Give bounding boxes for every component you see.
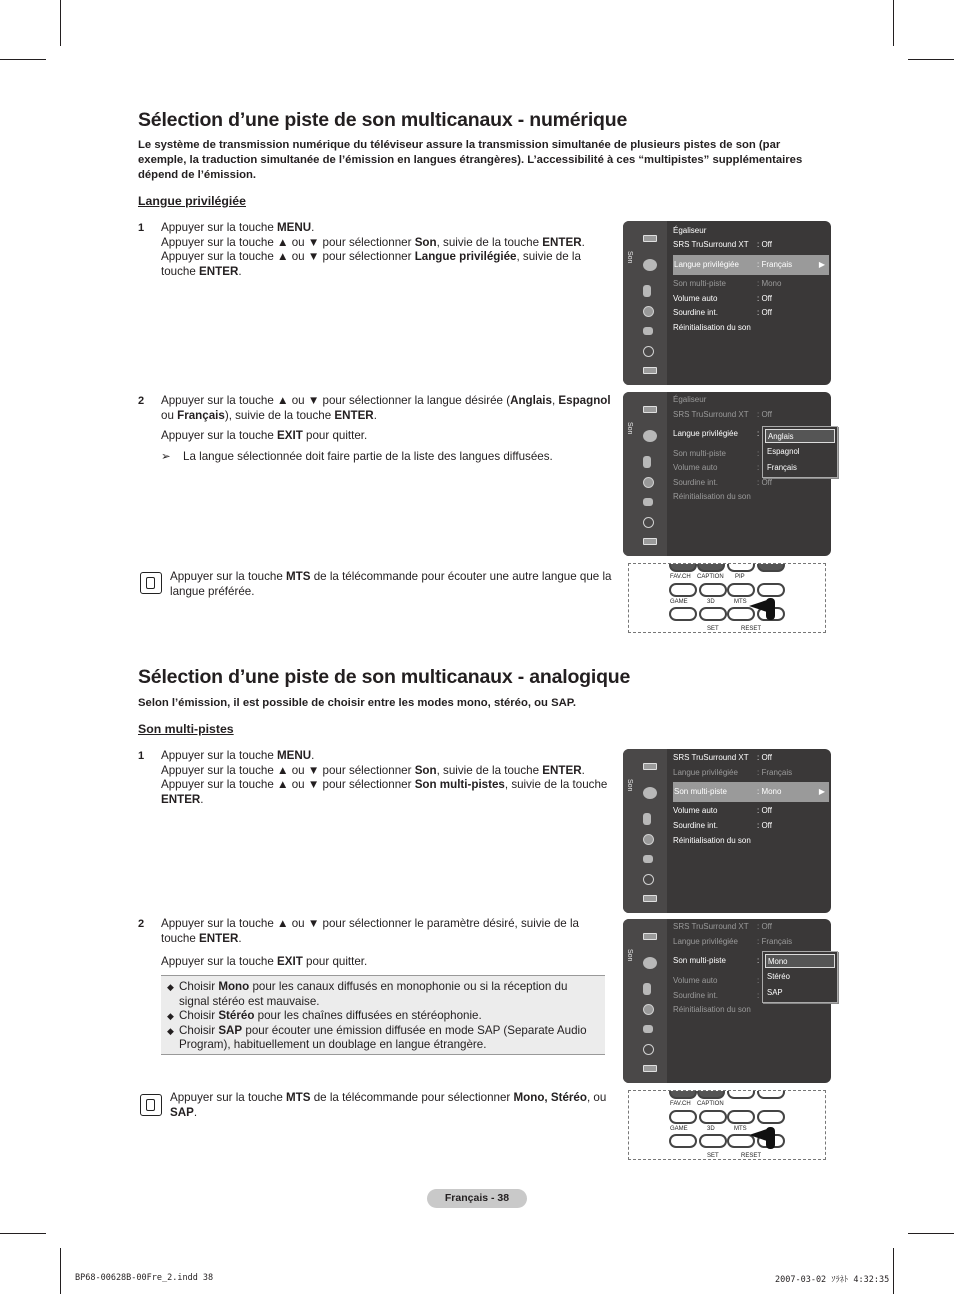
- remote-hand-icon: [140, 1094, 162, 1116]
- step-number: 1: [138, 222, 145, 234]
- sound-icon: [643, 957, 657, 969]
- pointing-hand-icon: [749, 1129, 767, 1141]
- diamond-bullet-icon: ◆: [167, 1011, 174, 1021]
- option-stereo[interactable]: Stéréo: [767, 972, 790, 981]
- diamond-bullet-icon: ◆: [167, 1025, 174, 1036]
- pointing-hand-icon: [749, 600, 767, 612]
- picture-icon: [643, 235, 657, 242]
- application-icon: [643, 895, 657, 902]
- application-icon: [643, 367, 657, 374]
- input-icon: [643, 1025, 653, 1033]
- menu-item-multitrack[interactable]: Son multi-piste : Mono ▶: [673, 782, 829, 802]
- picture-icon: [643, 763, 657, 770]
- tv-menu-sound-3: Son SRS TruSurround XT : Off Langue privilégiée : Français Son multi-piste : Mono ▶ Volume auto : Off Sourdine int. : Off Réinitialisation du son: [623, 749, 831, 913]
- step-2-digital: 2 Appuyer sur la touche ▲ ou ▼ pour sélectionner la langue désirée (Anglais, Espagnol ou Français), suivie de la touche ENTER. Appuyer sur la touche EXIT pour quitter. ➢ La langue sélectionnée doit faire partie de la liste des langues diffusées.: [138, 394, 611, 463]
- step-1-digital: 1 Appuyer sur la touche MENU. Appuyer sur la touche ▲ ou ▼ pour sélectionner Son, suivie de la touche ENTER. Appuyer sur la touche ▲ ou ▼ pour sélectionner Langue privilégiée, suivie de la touche ENTER.: [138, 221, 585, 278]
- option-espagnol[interactable]: Espagnol: [767, 447, 800, 456]
- menu-item-preferred-language[interactable]: Langue privilégiée : Français ▶: [673, 255, 829, 275]
- multitrack-popup: [762, 951, 838, 1003]
- help-icon: [643, 517, 654, 528]
- date-slug: 2007-03-02 ｿﾗﾈﾄ 4:32:35: [775, 1275, 890, 1285]
- diamond-bullet-icon: ◆: [167, 982, 174, 992]
- mode-options-box: ◆ Choisir Mono pour les canaux diffusés en monophonie ou si la réception du signal stéréo est mauvaise. ◆ Choisir Stéréo pour les chaînes diffusées en stéréophonie. ◆ Choisir SAP pour écouter une émission diffusée en mode SAP (Separate Audio Program), habituellement un doublage en langue étrangère.: [161, 975, 605, 1055]
- arrow-note-icon: ➢: [161, 449, 171, 463]
- help-icon: [643, 346, 654, 357]
- tip-mts-analog: Appuyer sur la touche MTS de la télécommande pour sélectionner Mono, Stéréo, ou SAP.: [170, 1091, 607, 1119]
- input-icon: [643, 855, 653, 863]
- setup-icon: [643, 477, 654, 488]
- setup-icon: [643, 306, 654, 317]
- language-popup: [762, 426, 838, 478]
- step-2-analog: 2 Appuyer sur la touche ▲ ou ▼ pour sélectionner le paramètre désiré, suivie de la touche ENTER. Appuyer sur la touche EXIT pour quitter.: [138, 917, 580, 969]
- option-sap[interactable]: SAP: [767, 988, 783, 997]
- subheading-preferred-language: Langue privilégiée: [138, 194, 246, 208]
- application-icon: [643, 1065, 657, 1072]
- setup-icon: [643, 1004, 654, 1015]
- intro-analog: Selon l’émission, il est possible de choisir entre les modes mono, stéréo, ou SAP.: [138, 697, 576, 709]
- tv-menu-sound-2: Son Égaliseur SRS TruSurround XT : Off Langue privilégiée : Son multi-piste : Volume auto : Sourdine int. : Off Réinitialisation du son Anglais Espagnol Français: [623, 392, 831, 556]
- remote-illustration-2: FAV.CH CAPTION GAME 3D MTS SET RESET: [628, 1090, 826, 1160]
- option-anglais[interactable]: Anglais: [765, 429, 835, 443]
- tv-menu-sound-4: Son SRS TruSurround XT : Off Langue privilégiée : Français Son multi-piste : Volume auto : Sourdine int. : Réinitialisation du son Mono Stéréo SAP: [623, 919, 831, 1083]
- application-icon: [643, 538, 657, 545]
- section-title-analog: Sélection d’une piste de son multicanaux - analogique: [138, 666, 631, 688]
- help-icon: [643, 1044, 654, 1055]
- remote-illustration-1: FAV.CH CAPTION PIP GAME 3D MTS SET RESET: [628, 563, 826, 633]
- channel-icon: [643, 983, 651, 995]
- option-mono[interactable]: Mono: [765, 954, 835, 968]
- picture-icon: [643, 933, 657, 940]
- step-1-analog: 1 Appuyer sur la touche MENU. Appuyer sur la touche ▲ ou ▼ pour sélectionner Son, suivie de la touche ENTER. Appuyer sur la touche ▲ ou ▼ pour sélectionner Son multi-pistes, suivie de la touche ENTER.: [138, 749, 608, 806]
- arrow-right-icon: ▶: [818, 260, 825, 269]
- page-number: Français - 38: [427, 1189, 527, 1208]
- setup-icon: [643, 834, 654, 845]
- step-number: 2: [138, 395, 145, 407]
- tip-mts-digital: Appuyer sur la touche MTS de la télécommande pour écouter une autre langue que la langue préférée.: [170, 570, 612, 598]
- picture-icon: [643, 406, 657, 413]
- sound-icon: [643, 430, 657, 442]
- file-slug: BP68-00628B-00Fre_2.indd 38: [75, 1273, 214, 1283]
- help-icon: [643, 874, 654, 885]
- sound-icon: [643, 787, 657, 799]
- subheading-multitrack: Son multi-pistes: [138, 722, 234, 736]
- intro-digital: Le système de transmission numérique du téléviseur assure la transmission simultanée de plusieurs pistes de son (par exemple, la traduction simultanée de l’émission en langues étrangères). L’accessibilité à ces “multipistes” supplémentaires dépend de l’émission.: [138, 139, 803, 181]
- channel-icon: [643, 285, 651, 297]
- channel-icon: [643, 456, 651, 468]
- arrow-right-icon: ▶: [818, 787, 825, 796]
- sound-icon: [643, 259, 657, 271]
- input-icon: [643, 498, 653, 506]
- option-francais[interactable]: Français: [767, 463, 797, 472]
- tv-menu-sound-1: Son Égaliseur SRS TruSurround XT : Off Langue privilégiée : Français ▶ Son multi-piste : Mono Volume auto : Off Sourdine int. : Off Réinitialisation du son: [623, 221, 831, 385]
- section-title-digital: Sélection d’une piste de son multicanaux - numérique: [138, 109, 628, 131]
- remote-hand-icon: [140, 572, 162, 594]
- channel-icon: [643, 813, 651, 825]
- input-icon: [643, 327, 653, 335]
